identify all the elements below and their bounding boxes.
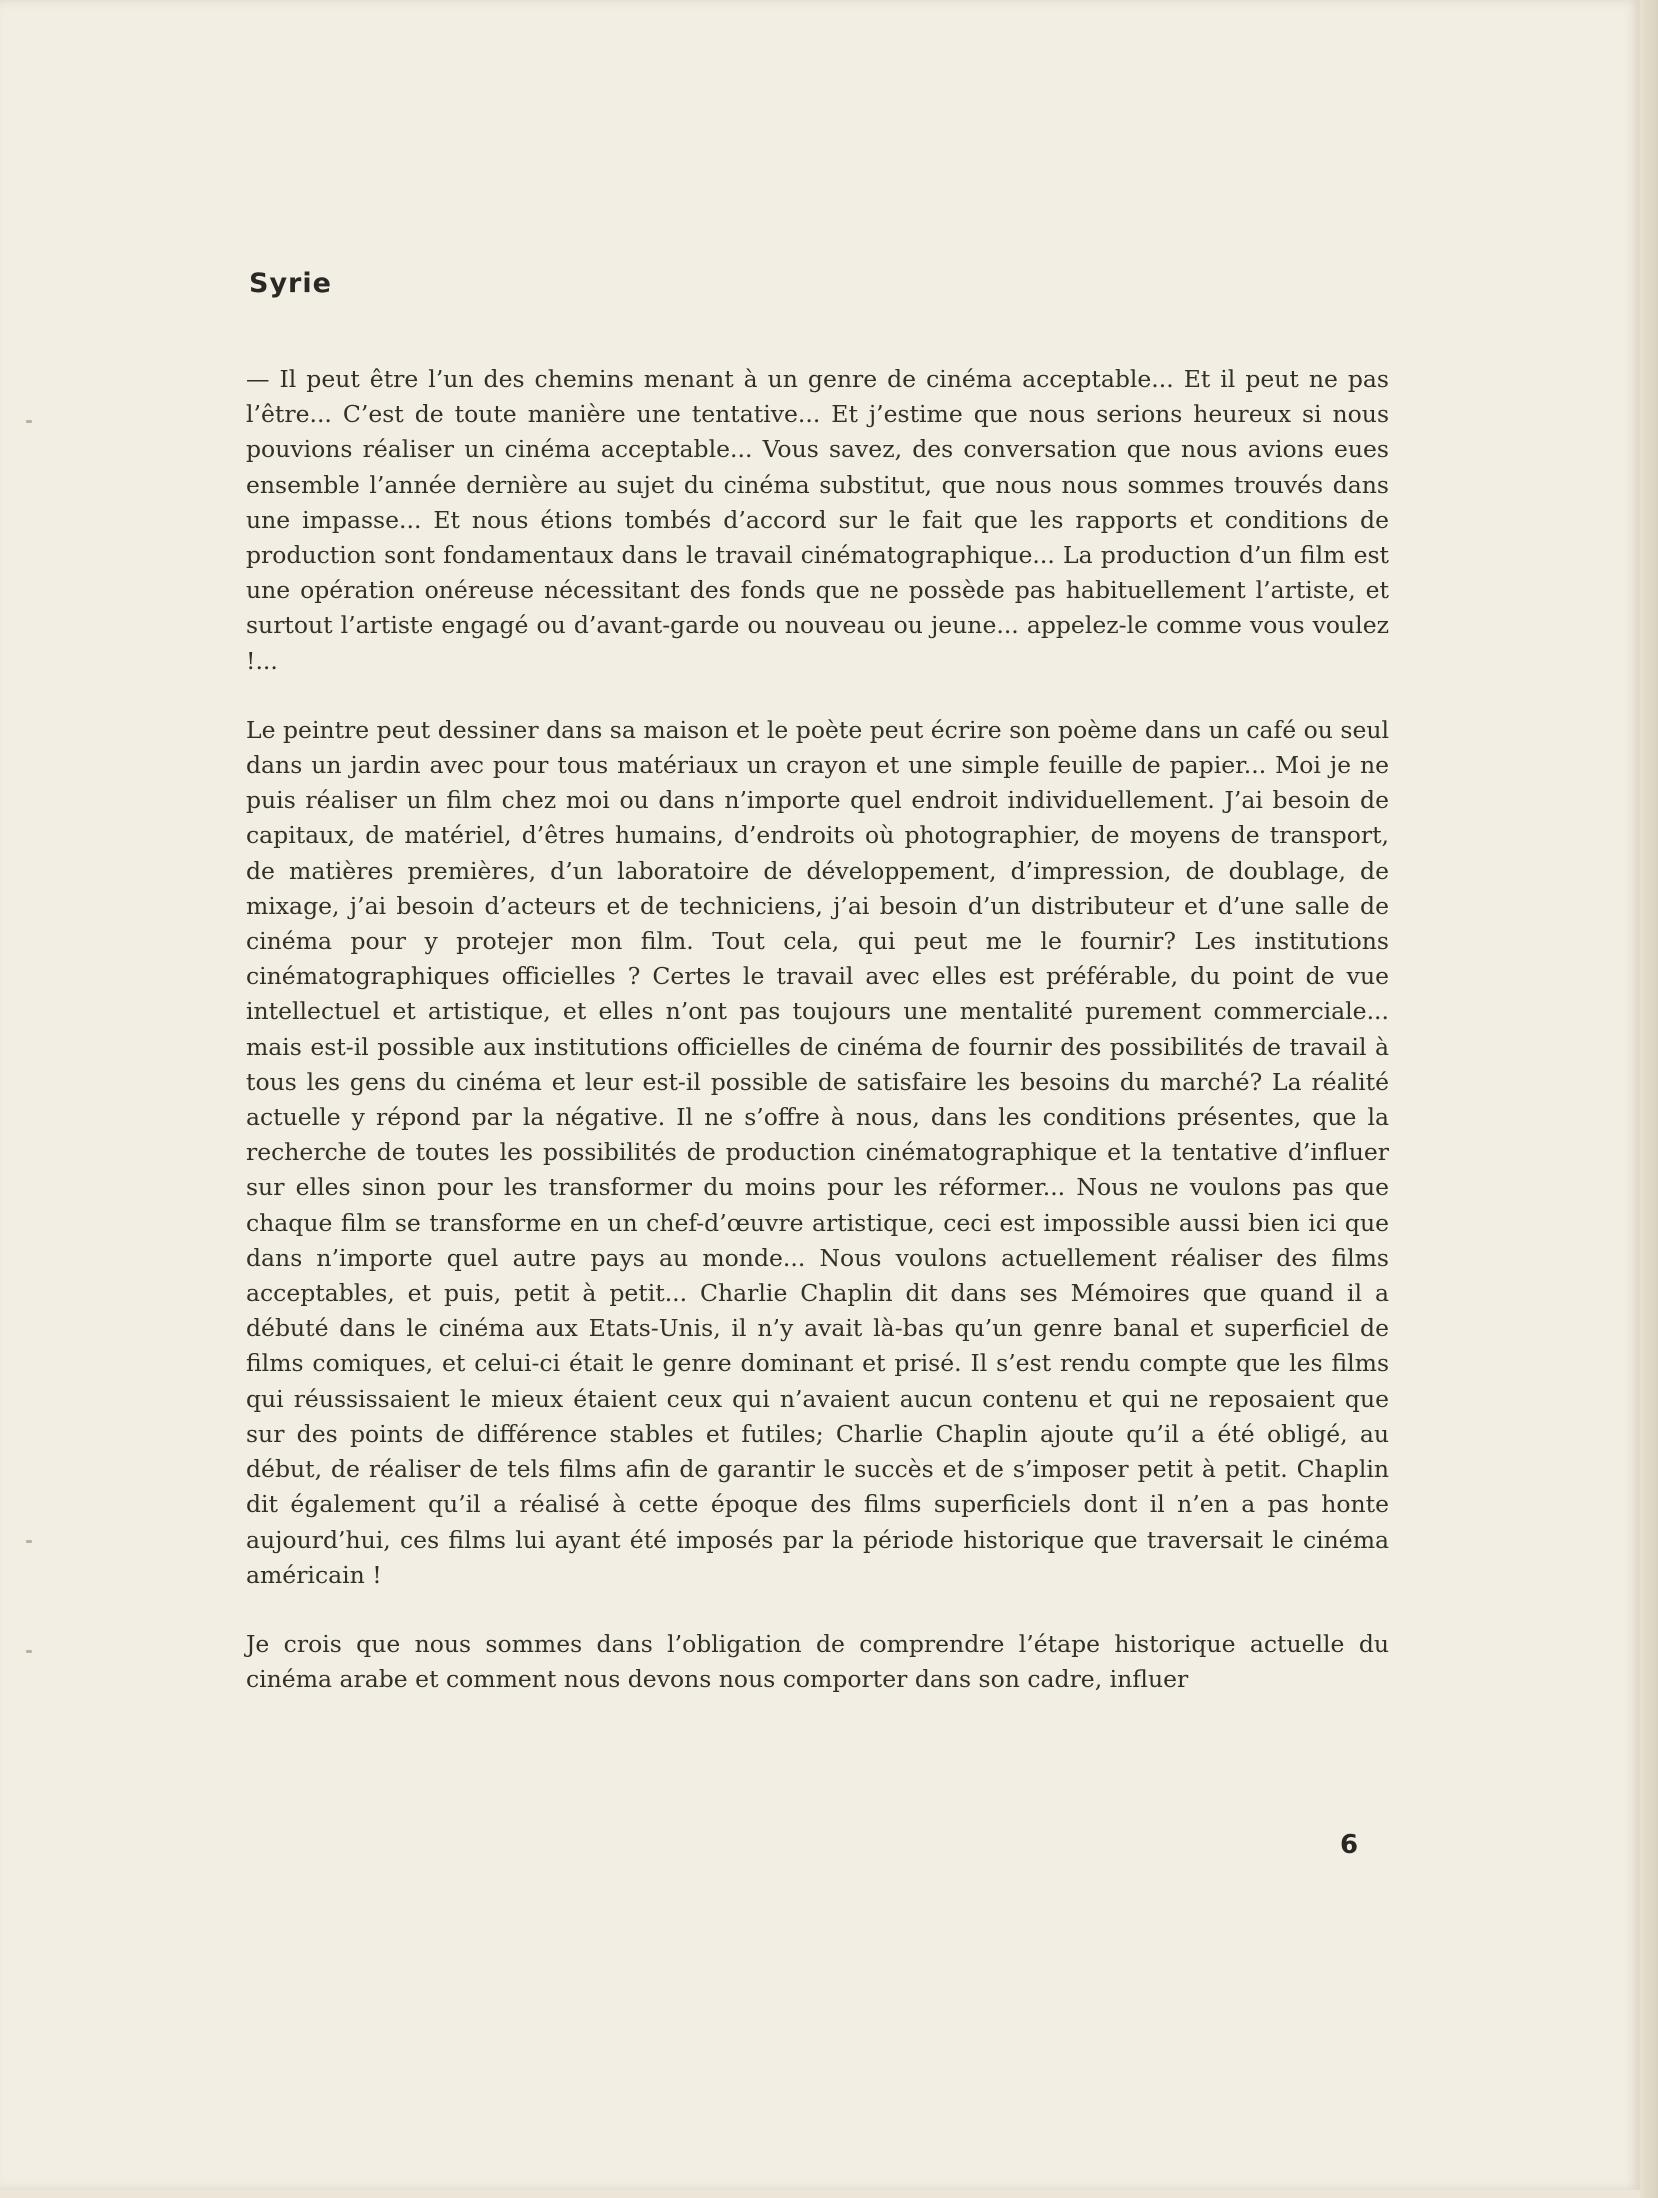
page-number: 6: [1340, 1830, 1359, 1860]
body-text: [246, 362, 1389, 1731]
margin-speck: [26, 1540, 32, 1543]
paragraph-1: — Il peut être l’un des chemins menant à un genre de cinéma acceptable... Et il peut ne pas l’être... C’est de toute manière une tentative... Et j’estime que nous serions heureux si nous pouvions réaliser un cinéma acceptable... Vous savez, des conversation que nous avions eues ensemble l’année dernière au sujet du cinéma substitut, que nous nous sommes trouvés dans une impasse... Et nous étions tombés d’accord sur le fait que les rapports et conditions de production sont fondamentaux dans le travail cinématographique... La production d’un film est une opération onéreuse nécessitant des fonds que ne possède pas habituellement l’artiste, et surtout l’artiste engagé ou d’avant-garde ou nouveau ou jeune... appelez-le comme vous voulez !...: [246, 365, 1389, 675]
section-heading: Syrie: [249, 268, 332, 299]
paragraph-3: Je crois que nous sommes dans l’obligation de comprendre l’étape historique actuelle du cinéma arabe et comment nous devons nous comporter dans son cadre, influer: [246, 1629, 1389, 1694]
page-edge: [1640, 0, 1658, 2198]
paragraph-2: Le peintre peut dessiner dans sa maison et le poète peut écrire son poème dans un café ou seul dans un jardin avec pour tous matériaux un crayon et une simple feuille de papier... Moi je ne puis réaliser un film chez moi ou dans n’importe quel endroit individuellement. J’ai besoin de capitaux, de matériel, d’êtres humains, d’endroits où photographier, de moyens de transport, de matières premières, d’un laboratoire de développement, d’impression, de doublage, de mixage, j’ai besoin d’acteurs et de techniciens, j’ai besoin d’un distributeur et d’une salle de cinéma pour y protejer mon film. Tout cela, qui peut me le fournir? Les institutions cinématographiques officielles ? Certes le travail avec elles est préférable, du point de vue intellectuel et artistique, et elles n’ont pas toujours une mentalité purement commerciale... mais est-il possible aux institutions officielles de cinéma de fournir des possibilités de travail à tous les gens du cinéma et leur est-il possible de satisfaire les besoins du marché? La réalité actuelle y répond par la négative. Il ne s’offre à nous, dans les conditions présentes, que la recherche de toutes les possibilités de production cinématographique et la tentative d’influer sur elles sinon pour les transformer du moins pour les réformer... Nous ne voulons pas que chaque film se transforme en un chef-d’œuvre artistique, ceci est impossible aussi bien ici que dans n’importe quel autre pays au monde... Nous voulons actuellement réaliser des films acceptables, et puis, petit à petit... Charlie Chaplin dit dans ses Mémoires que quand il a débuté dans le cinéma aux Etats-Unis, il n’y avait là-bas qu’un genre banal et superficiel de films comiques, et celui-ci était le genre dominant et prisé. Il s’est rendu compte que les films qui réussissaient le mieux étaient ceux qui n’avaient aucun contenu et qui ne reposaient que sur des points de différence stables et futiles; Charlie Chaplin ajoute qu’il a été obligé, au début, de réaliser de tels films afin de garantir le succès et de s’imposer petit à petit. Chaplin dit également qu’il a réalisé à cette époque des films superficiels dont il n’en a pas honte aujourd’hui, ces films lui ayant été imposés par la période historique que traversait le cinéma américain !: [246, 715, 1389, 1589]
margin-speck: [26, 420, 32, 423]
margin-speck: [26, 1650, 32, 1653]
